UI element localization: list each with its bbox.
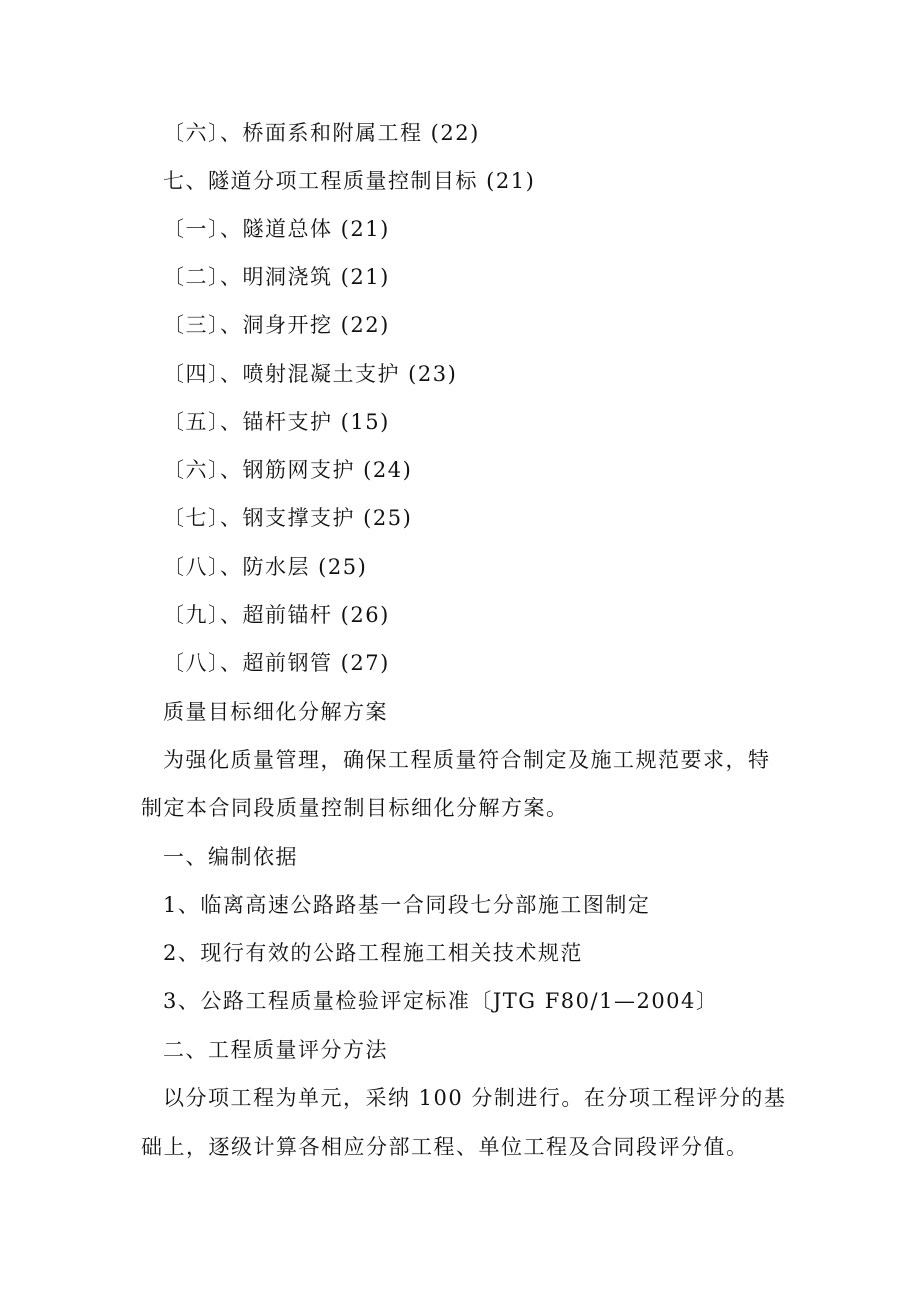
toc-entry: 〔八〕、超前钢管 (27) <box>163 651 390 675</box>
toc-entry: 〔一〕、隧道总体 (21) <box>163 217 390 241</box>
toc-entry: 〔六〕、桥面系和附属工程 (22) <box>163 121 480 145</box>
scoring-paragraph-line: 础上，逐级计算各相应分部工程、单位工程及合同段评分值。 <box>141 1135 749 1159</box>
basis-item: 3、公路工程质量检验评定标准〔JTG F80/1—2004〕 <box>163 989 719 1013</box>
scoring-paragraph-line: 以分项工程为单元，采纳 100 分制进行。在分项工程评分的基 <box>163 1086 787 1110</box>
section-heading: 一、编制依据 <box>163 845 298 869</box>
intro-paragraph-line: 制定本合同段质量控制目标细化分解方案。 <box>141 796 569 820</box>
toc-entry: 〔四〕、喷射混凝土支护 (23) <box>163 362 458 386</box>
toc-entry: 〔六〕、钢筋网支护 (24) <box>163 458 413 482</box>
toc-entry: 〔二〕、明洞浇筑 (21) <box>163 265 390 289</box>
basis-item: 1、临离高速公路路基一合同段七分部施工图制定 <box>163 893 651 917</box>
intro-paragraph-line: 为强化质量管理，确保工程质量符合制定及施工规范要求，特 <box>163 748 771 772</box>
document-title: 质量目标细化分解方案 <box>163 700 388 724</box>
basis-item: 2、现行有效的公路工程施工相关技术规范 <box>163 941 583 965</box>
toc-entry: 〔三〕、洞身开挖 (22) <box>163 313 390 337</box>
toc-entry: 〔八〕、防水层 (25) <box>163 555 368 579</box>
toc-entry: 七、隧道分项工程质量控制目标 (21) <box>163 169 536 193</box>
toc-entry: 〔五〕、锚杆支护 (15) <box>163 410 390 434</box>
section-heading: 二、工程质量评分方法 <box>163 1038 388 1062</box>
toc-entry: 〔九〕、超前锚杆 (26) <box>163 603 390 627</box>
toc-entry: 〔七〕、钢支撑支护 (25) <box>163 506 413 530</box>
